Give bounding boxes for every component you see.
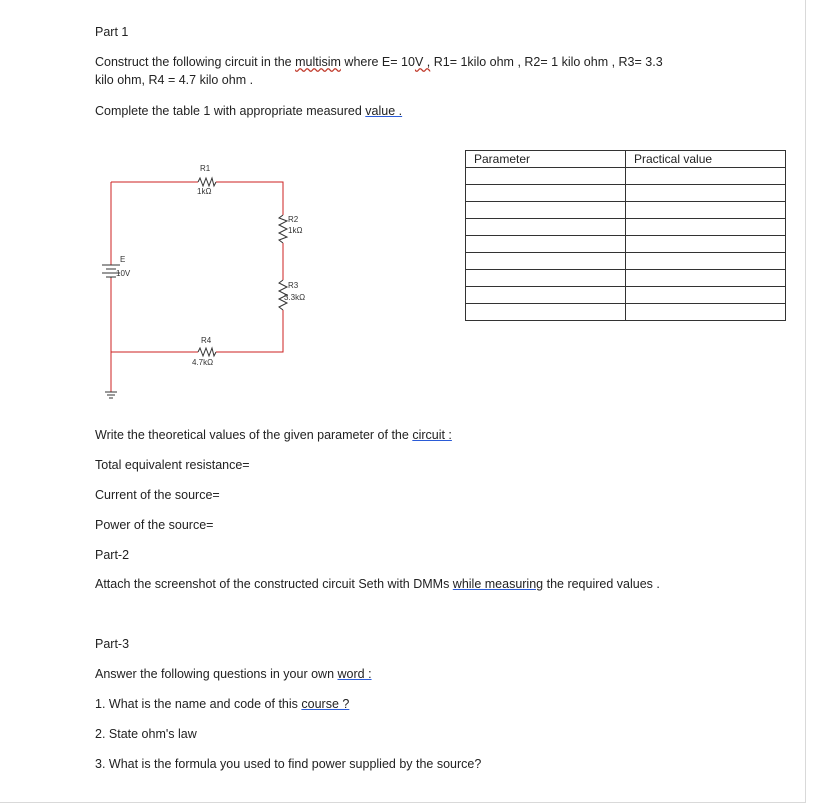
circuit-wires bbox=[111, 182, 283, 352]
part3-intro bbox=[95, 666, 372, 682]
table-row bbox=[466, 236, 786, 253]
table-cell[interactable] bbox=[466, 219, 626, 236]
table-prompt bbox=[95, 103, 402, 119]
power-line: Power of the source= bbox=[95, 518, 214, 532]
table-cell[interactable] bbox=[466, 168, 626, 185]
table-cell[interactable] bbox=[466, 253, 626, 270]
table-cell[interactable] bbox=[626, 219, 786, 236]
source-value: 10V bbox=[116, 269, 131, 278]
question-2: 2. State ohm's law bbox=[95, 727, 197, 741]
header-parameter: Parameter bbox=[466, 151, 626, 168]
ground-icon bbox=[105, 352, 117, 398]
r1-resistor bbox=[198, 178, 216, 186]
course-word: course ? bbox=[301, 697, 350, 711]
table-cell[interactable] bbox=[626, 185, 786, 202]
table-cell[interactable] bbox=[626, 287, 786, 304]
instruction-text-a: Construct the following circuit in the bbox=[95, 55, 296, 69]
value-word: value . bbox=[365, 104, 403, 118]
part1-instruction-line2: kilo ohm, R4 = 4.7 kilo ohm . bbox=[95, 73, 254, 87]
r3-value: 3.3kΩ bbox=[284, 293, 305, 302]
part2-text-a: Attach the screenshot of the constructed circuit Seth with DMMs bbox=[95, 577, 453, 591]
table-cell[interactable] bbox=[626, 304, 786, 321]
total-resistance-line: Total equivalent resistance= bbox=[95, 458, 250, 472]
part2-text bbox=[95, 576, 660, 592]
r1-label: R1 bbox=[200, 164, 211, 173]
table-row bbox=[466, 202, 786, 219]
part2-heading: Part-2 bbox=[95, 548, 130, 562]
table-row bbox=[466, 185, 786, 202]
word-word: word : bbox=[337, 667, 372, 681]
part1-heading: Part 1 bbox=[95, 25, 129, 39]
table-row bbox=[466, 253, 786, 270]
circuit-diagram bbox=[90, 155, 305, 405]
table-row bbox=[466, 168, 786, 185]
table-cell[interactable] bbox=[626, 236, 786, 253]
r3-label: R3 bbox=[288, 281, 299, 290]
source-label: E bbox=[120, 255, 126, 264]
r4-resistor bbox=[198, 348, 216, 356]
r4-label: R4 bbox=[201, 336, 212, 345]
theory-intro bbox=[95, 427, 452, 443]
question-1-text: 1. What is the name and code of this bbox=[95, 697, 302, 711]
table-header-row bbox=[466, 151, 786, 168]
table-row bbox=[466, 287, 786, 304]
r2-resistor bbox=[279, 215, 287, 243]
part1-instruction-line1 bbox=[95, 54, 663, 70]
parameter-table bbox=[465, 150, 786, 321]
part2-text-b: the required values . bbox=[543, 577, 660, 591]
table-cell[interactable] bbox=[626, 270, 786, 287]
part3-heading: Part-3 bbox=[95, 637, 130, 651]
question-1 bbox=[95, 696, 349, 712]
table-row bbox=[466, 219, 786, 236]
table-cell[interactable] bbox=[466, 304, 626, 321]
instruction-text-b: where E= 10 bbox=[340, 55, 415, 69]
table-cell[interactable] bbox=[466, 236, 626, 253]
table-cell[interactable] bbox=[626, 202, 786, 219]
part3-intro-text: Answer the following questions in your own bbox=[95, 667, 338, 681]
table-row bbox=[466, 304, 786, 321]
table-prompt-text: Complete the table 1 with appropriate measured bbox=[95, 104, 366, 118]
r2-label: R2 bbox=[288, 215, 299, 224]
table-cell[interactable] bbox=[466, 202, 626, 219]
table-cell[interactable] bbox=[466, 270, 626, 287]
header-practical-value: Practical value bbox=[626, 151, 786, 168]
table-cell[interactable] bbox=[466, 287, 626, 304]
r4-value: 4.7kΩ bbox=[192, 358, 214, 367]
r2-value: 1kΩ bbox=[288, 226, 303, 235]
question-3: 3. What is the formula you used to find power supplied by the source? bbox=[95, 757, 482, 771]
current-line: Current of the source= bbox=[95, 488, 220, 502]
table-cell[interactable] bbox=[626, 253, 786, 270]
circuit-word: circuit : bbox=[412, 428, 452, 442]
multisim-word: multisim bbox=[295, 55, 341, 69]
while-measuring-phrase: while measuring bbox=[452, 577, 544, 591]
table-cell[interactable] bbox=[466, 185, 626, 202]
theory-intro-text: Write the theoretical values of the given parameter of the bbox=[95, 428, 413, 442]
table-row bbox=[466, 270, 786, 287]
table-cell[interactable] bbox=[626, 168, 786, 185]
instruction-text-c: R1= 1kilo ohm , R2= 1 kilo ohm , R3= 3.3 bbox=[430, 55, 663, 69]
r1-value: 1kΩ bbox=[197, 187, 212, 196]
voltage-unit: V , bbox=[414, 55, 431, 69]
